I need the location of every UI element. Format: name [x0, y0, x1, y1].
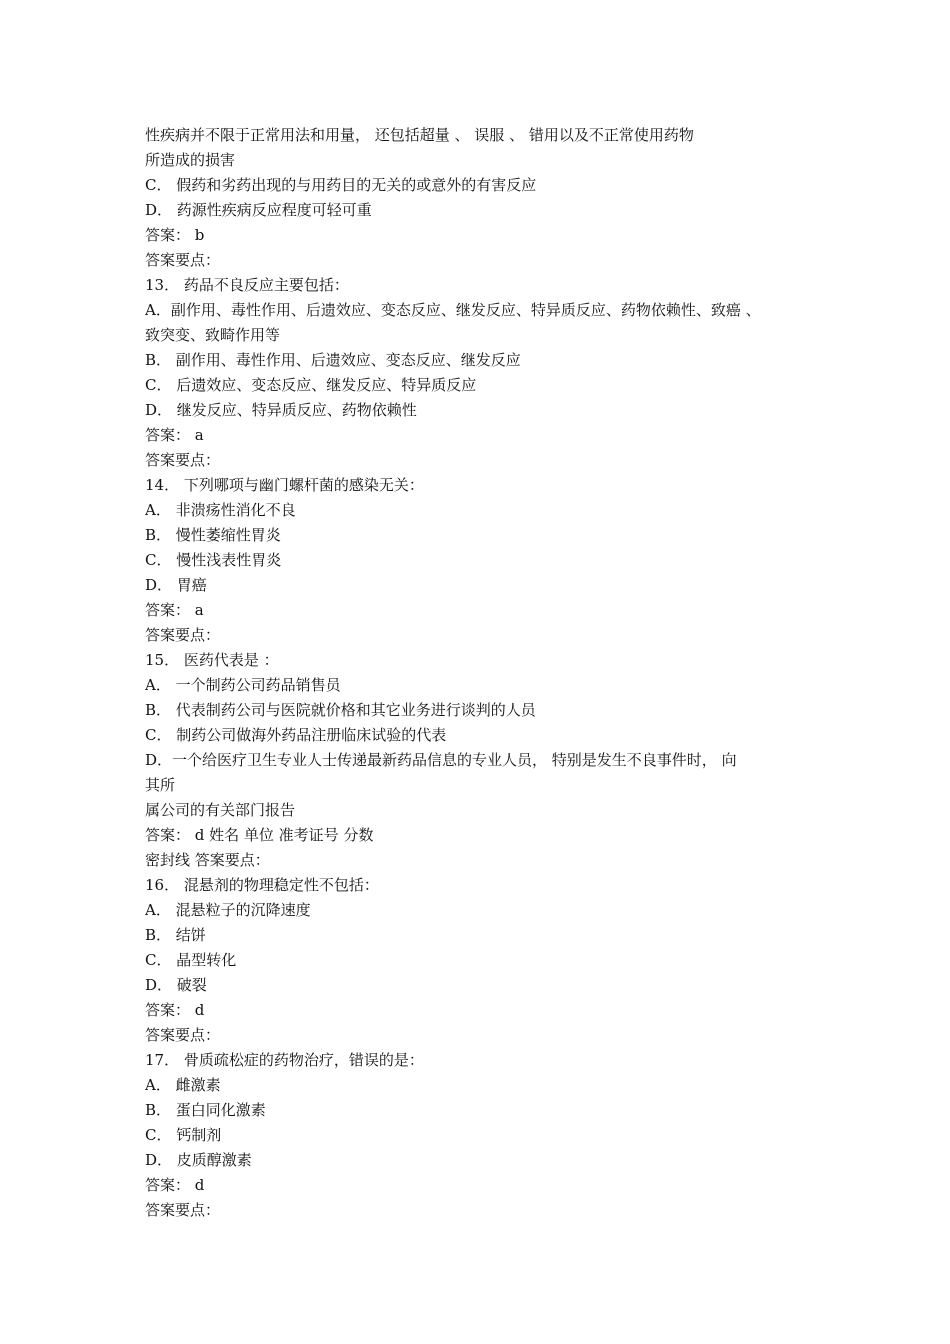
question-line: 13． 药品不良反应主要包括：: [145, 276, 349, 294]
question-line: 15． 医药代表是 ：: [145, 651, 279, 669]
answer-key-line: 密封线 答案要点：: [145, 851, 270, 869]
option-line: C． 慢性浅表性胃炎: [145, 551, 282, 569]
answer-line: 答案： d: [145, 1001, 205, 1019]
answer-key-line: 答案要点：: [145, 251, 221, 269]
text-line: 性疾病并不限于正常用法和用量， 还包括超量 、 误服 、 错用以及不正常使用药物: [145, 126, 694, 144]
answer-line: 答案： a: [145, 426, 204, 444]
option-line: A． 雌激素: [145, 1076, 221, 1094]
answer-line: 答案： b: [145, 226, 205, 244]
option-line: C． 钙制剂: [145, 1126, 222, 1144]
document-body: [145, 123, 825, 1223]
text-line: 属公司的有关部门报告: [145, 801, 296, 819]
text-line: 所造成的损害: [145, 151, 236, 169]
answer-key-line: 答案要点：: [145, 626, 221, 644]
option-line: B． 结饼: [145, 926, 206, 944]
option-line: B． 代表制药公司与医院就价格和其它业务进行谈判的人员: [145, 701, 536, 719]
option-line: B． 蛋白同化激素: [145, 1101, 266, 1119]
question-line: 16． 混悬剂的物理稳定性不包括：: [145, 876, 379, 894]
text-line: 致突变、致畸作用等: [145, 326, 281, 344]
text-line: 其所: [145, 776, 176, 794]
option-line: B． 副作用、毒性作用、后遗效应、变态反应、继发反应: [145, 351, 521, 369]
option-line: A． 一个制药公司药品销售员: [145, 676, 341, 694]
option-line: C． 制药公司做海外药品注册临床试验的代表: [145, 726, 447, 744]
option-line: D． 皮质醇激素: [145, 1151, 252, 1169]
answer-line: 答案： d 姓名 单位 准考证号 分数: [145, 826, 374, 844]
option-line: C． 后遗效应、变态反应、继发反应、特异质反应: [145, 376, 477, 394]
question-line: 17． 骨质疏松症的药物治疗，错误的是：: [145, 1051, 424, 1069]
option-line: D． 破裂: [145, 976, 207, 994]
option-line: D． 继发反应、特异质反应、药物依赖性: [145, 401, 417, 419]
option-line: C． 假药和劣药出现的与用药目的无关的或意外的有害反应: [145, 176, 537, 194]
option-line: D．一个给医疗卫生专业人士传递最新药品信息的专业人员， 特别是发生不良事件时， 向: [145, 751, 737, 769]
option-line: D． 胃癌: [145, 576, 207, 594]
answer-key-line: 答案要点：: [145, 1201, 221, 1219]
answer-line: 答案： a: [145, 601, 204, 619]
answer-key-line: 答案要点：: [145, 1026, 221, 1044]
answer-line: 答案： d: [145, 1176, 205, 1194]
option-line: C． 晶型转化: [145, 951, 237, 969]
answer-key-line: 答案要点：: [145, 451, 221, 469]
option-line: D． 药源性疾病反应程度可轻可重: [145, 201, 372, 219]
option-line: B． 慢性萎缩性胃炎: [145, 526, 281, 544]
option-line: A． 混悬粒子的沉降速度: [145, 901, 311, 919]
question-line: 14． 下列哪项与幽门螺杆菌的感染无关：: [145, 476, 424, 494]
option-line: A．副作用、毒性作用、后遗效应、变态反应、继发反应、特异质反应、药物依赖性、致癌 、: [145, 301, 761, 319]
option-line: A． 非溃疡性消化不良: [145, 501, 296, 519]
